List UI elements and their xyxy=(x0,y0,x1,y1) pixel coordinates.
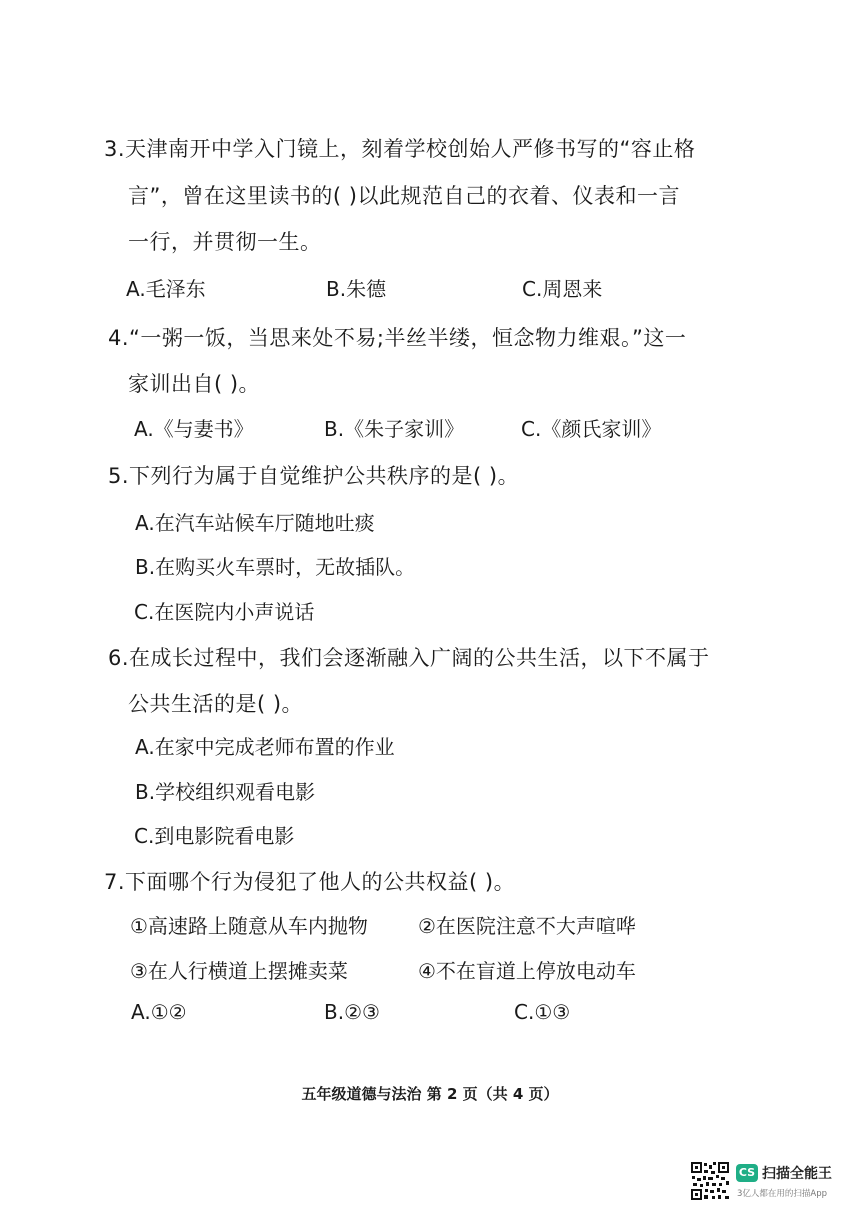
q5-option-a: A.在汽车站候车厅随地吐痰 xyxy=(135,511,375,535)
q7-option-a: A.①② xyxy=(131,1000,187,1024)
q7-item-1: ①高速路上随意从车内抛物 xyxy=(130,914,368,938)
q7-item-2: ②在医院注意不大声喧哗 xyxy=(418,914,636,938)
q6-line-2: 公共生活的是( )。 xyxy=(128,692,304,716)
q5-line-1: 5.下列行为属于自觉维护公共秩序的是( )。 xyxy=(108,464,520,488)
q4-line-1: 4.“一粥一饭，当思来处不易;半丝半缕，恒念物力维艰。”这一 xyxy=(108,326,687,350)
q3-line-2: 言”，曾在这里读书的( )以此规范自己的衣着、仪表和一言 xyxy=(128,184,680,208)
q5-option-b: B.在购买火车票时，无故插队。 xyxy=(135,555,416,579)
cs-logo-icon: CS xyxy=(736,1164,758,1182)
scanner-app-name: 扫描全能王 xyxy=(762,1166,832,1182)
q3-option-c: C.周恩来 xyxy=(522,277,603,301)
scanner-watermark xyxy=(690,1161,850,1203)
q3-option-b: B.朱德 xyxy=(326,277,387,301)
q4-option-c: C.《颜氏家训》 xyxy=(521,417,662,441)
scanner-app-tagline: 3亿人都在用的扫描App xyxy=(737,1189,828,1199)
q7-option-c: C.①③ xyxy=(514,1000,571,1024)
q7-item-4: ④不在盲道上停放电动车 xyxy=(418,959,636,983)
q6-line-1: 6.在成长过程中，我们会逐渐融入广阔的公共生活，以下不属于 xyxy=(108,646,710,670)
page-footer: 五年级道德与法治 第 2 页（共 4 页） xyxy=(301,1085,559,1103)
q4-option-a: A.《与妻书》 xyxy=(134,417,254,441)
q6-option-c: C.到电影院看电影 xyxy=(134,824,295,848)
q5-option-c: C.在医院内小声说话 xyxy=(134,600,315,624)
q3-line-1: 3.天津南开中学入门镜上，刻着学校创始人严修书写的“容止格 xyxy=(104,137,696,161)
q4-option-b: B.《朱子家训》 xyxy=(324,417,465,441)
q7-line-1: 7.下面哪个行为侵犯了他人的公共权益( )。 xyxy=(104,870,516,894)
qr-code-icon xyxy=(690,1161,730,1201)
q6-option-b: B.学校组织观看电影 xyxy=(135,780,316,804)
q7-option-b: B.②③ xyxy=(324,1000,380,1024)
q6-option-a: A.在家中完成老师布置的作业 xyxy=(135,735,395,759)
q4-line-2: 家训出自( )。 xyxy=(128,372,261,396)
q7-item-3: ③在人行横道上摆摊卖菜 xyxy=(130,959,348,983)
q3-option-a: A.毛泽东 xyxy=(126,277,206,301)
q3-line-3: 一行，并贯彻一生。 xyxy=(128,230,322,254)
